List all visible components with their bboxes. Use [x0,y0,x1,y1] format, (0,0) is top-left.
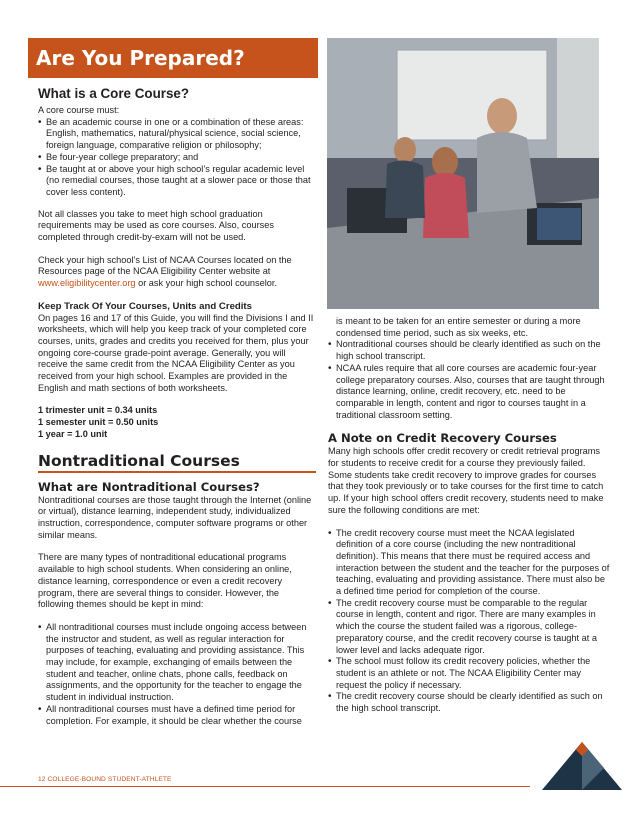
resources-text-after: or ask your high school counselor. [135,278,277,289]
track-heading: Keep Track Of Your Courses, Units and Credits [38,300,252,312]
core-note: Not all classes you take to meet high school graduation requirements may be used as core courses. Also, courses completed through credit-by-exam will not be used. [38,208,274,243]
track-body: On pages 16 and 17 of this Guide, you will find the Divisions I and II worksheets, which will help you keep track of your completed core courses, units, grades and credits you received for them, plus your ongoing core-course grade-point average. Generally, you will receive the same credit from the NCAA Eligibility Center as you received from your high school. Examples are provided in the English and math sections of both worksheets. [38,312,314,393]
credit-recovery-intro: Many high schools offer credit recovery or credit retrieval programs for students to receive credit for a course they previously failed. Some students take credit recovery to improve grades for courses that they took previously or to take courses for the first time to catch up. If your high school offers credit recovery, students need to make sure the following conditions are met: [328,446,604,515]
list-item: • Be four-year college preparatory; and [38,152,316,164]
nontraditional-definition: Nontraditional courses are those taught through the Internet (online or virtual), distance learning, independent study, individualized instruction, correspondence, computer software programs or other similar means. [38,494,312,540]
list-item: • All nontraditional courses must include ongoing access between the instructor and student, as well as regular interaction for purposes of teaching, evaluating and providing assistance. This may include, for example, exchanging of emails between the student and teacher, online chats, phone calls, feedback on assignments, and the opportunity for the teacher to engage the student in individual instruction. [38,622,316,704]
page-footer: 12 COLLEGE-BOUND STUDENT-ATHLETE [38,776,172,783]
core-resources [38,255,316,290]
title-rule [38,471,316,473]
core-criteria-list [38,117,316,199]
classroom-photo [327,38,599,309]
credit-recovery-heading: A Note on Credit Recovery Courses [328,431,557,446]
eligibility-center-link[interactable]: www.eligibilitycenter.org [38,278,136,289]
list-item: • The credit recovery course should be clearly identified as such on the high school transcript. [328,691,610,714]
list-item: • All nontraditional courses must have a defined time period for completion. For example, it should be clear whether the course [38,704,316,727]
list-item: • Be an academic course in one or a combination of these areas: English, mathematics, natural/physical science, social science, foreign language, comparative religion or philosophy; [38,117,316,152]
core-course-heading: What is a Core Course? [38,86,190,101]
list-item: • Nontraditional courses should be clearly identified as such on the high school transcript. [328,339,610,362]
left-column [38,86,316,727]
course-period-continued: is meant to be taken for an entire semester or during a more condensed time period, such as six weeks, etc. [336,316,581,338]
unit-year: 1 year = 1.0 unit [38,428,108,439]
nontraditional-title: Nontraditional Courses [38,451,240,470]
list-item: • Be taught at or above your high school’s regular academic level (no remedial courses, those taught at a slower pace or those that cover less content). [38,164,316,199]
unit-trimester: 1 trimester unit = 0.34 units [38,405,158,416]
mountain-logo-icon [542,740,622,790]
nontraditional-themes-list [38,622,316,727]
list-item: • NCAA rules require that all core courses are academic four-year college preparatory courses. Also, courses that are taught through distance learning, online, credit recovery, etc. need to be comparable in length, content and rigor to courses taught in a traditional classroom setting. [328,363,610,422]
page-banner: Are You Prepared? [28,38,318,78]
nontraditional-considerations: There are many types of nontraditional educational programs available to high school students. When considering an online, distance learning, correspondence or even a credit recovery program, there are several things to consider. However, the following themes should be kept in mind: [38,552,292,610]
list-item: • The school must follow its credit recovery policies, whether the student is an athlete or not. The NCAA Eligibility Center may request the policy if necessary. [328,656,610,691]
classroom-photo-illustration [327,38,599,309]
core-intro: A core course must: [38,105,120,115]
unit-semester: 1 semester unit = 0.50 units [38,417,159,428]
right-column [328,316,610,715]
list-item: • The credit recovery course must meet the NCAA legislated definition of a core course (including the new nontraditional definition). This means that there must be required access and interaction between the student and the teacher for the purposes of teaching, evaluating and providing assistance. There must also be a defined time period for completion of the course. [328,528,610,598]
nontraditional-themes-list-continued [328,339,610,421]
list-item: • The credit recovery course must be comparable to the regular course in length, content and rigor. There are many examples in which the course the student failed was a rigorous, college-preparatory course, and the credit recovery course is taught at a lower level and lacks adequate rigor. [328,598,610,657]
credit-recovery-conditions-list [328,528,610,715]
nontraditional-subheading: What are Nontraditional Courses? [38,479,260,494]
resources-text-before: Check your high school’s List of NCAA Courses located on the Resources page of the NCAA Eligibility Center website at [38,254,292,277]
